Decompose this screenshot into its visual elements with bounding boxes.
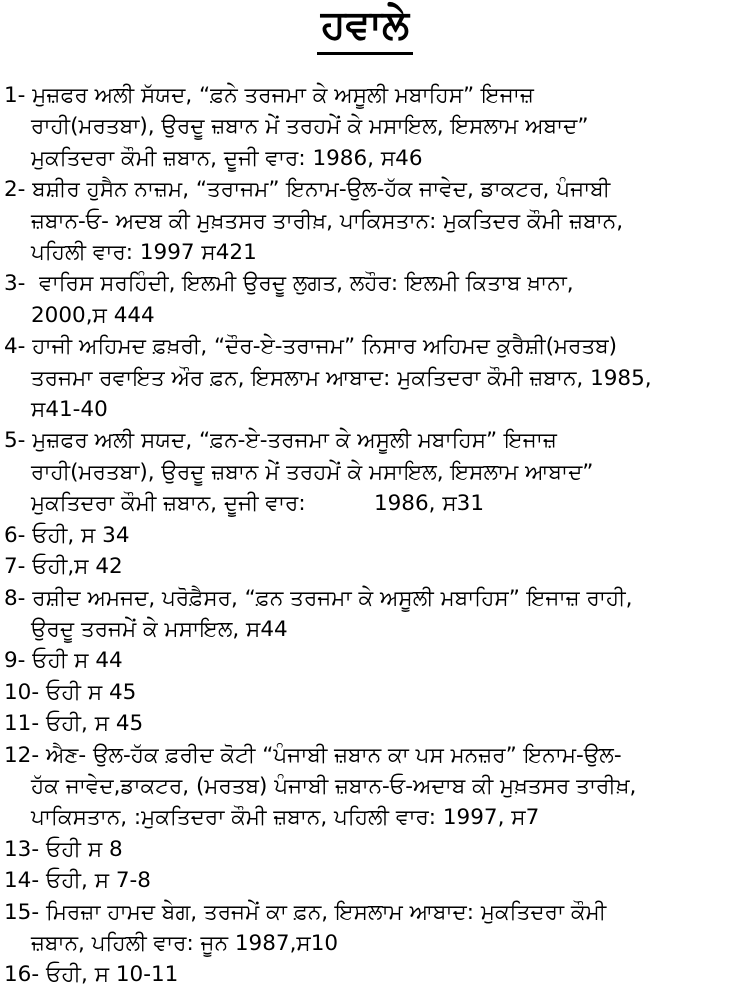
reference-line: ਪਾਕਿਸਤਾਨ, :ਮੁਕਤਿਦਰਾ ਕੌਮੀ ਜ਼ਬਾਨ, ਪਹਿਲੀ ਵਾਰ: 1997, ਸ7 xyxy=(31,805,540,831)
reference-item xyxy=(4,865,726,896)
reference-line: ਓਹੀ ਸ 44 xyxy=(32,648,123,674)
reference-text xyxy=(32,551,726,582)
reference-number: 8- xyxy=(4,585,33,611)
reference-number: 7- xyxy=(4,554,33,580)
reference-line: ਉਰਦੂ ਤਰਜਮੇਂ ਕੇ ਮਸਾਇਲ, ਸ44 xyxy=(31,616,288,642)
reference-text xyxy=(46,959,726,990)
reference-text xyxy=(32,174,726,268)
reference-line: ਜ਼ਬਾਨ-ਓ- ਅਦਬ ਕੀ ਮੁਖ਼ਤਸਰ ਤਾਰੀਖ਼, ਪਾਕਿਸਤਾਨ: ਮੁਕਤਿਦਰ ਕੌਮੀ ਜ਼ਬਾਨ, xyxy=(31,208,624,234)
reference-text xyxy=(32,425,726,519)
reference-line: ਓਹੀ,ਸ 42 xyxy=(32,554,123,580)
reference-number: 3- xyxy=(4,271,33,297)
reference-item xyxy=(4,677,726,708)
reference-line: ਪਹਿਲੀ ਵਾਰ: 1997 ਸ421 xyxy=(31,240,257,266)
reference-item xyxy=(4,645,726,676)
reference-number: 12- xyxy=(4,742,46,768)
reference-text xyxy=(46,708,726,739)
reference-line: ਤਰਜਮਾ ਰਵਾਇਤ ਔਰ ਫ਼ਨ, ਇਸਲਾਮ ਆਬਾਦ: ਮੁਕਤਿਦਰਾ ਕੌਮੀ ਜ਼ਬਾਨ, 1985, xyxy=(31,365,652,391)
reference-line: ਓਹੀ ਸ 45 xyxy=(45,679,137,705)
reference-line: ਰਸ਼ੀਦ ਅਮਜਦ, ਪਰੋਫ਼ੈਸਰ, “ਫ਼ਨ ਤਰਜਮਾ ਕੇ ਅਸੂਲੀ ਮਬਾਹਿਸ” ਇਜਾਜ਼ ਰਾਹੀ, xyxy=(32,585,633,611)
reference-text xyxy=(32,645,726,676)
reference-text xyxy=(46,677,726,708)
reference-text xyxy=(32,268,726,331)
reference-line: ਐਣ- ਉਲ-ਹੱਕ ਫ਼ਰੀਦ ਕੋਟੀ “ਪੰਜਾਬੀ ਜ਼ਬਾਨ ਕਾ ਪਸ ਮਨਜ਼ਰ” ਇਨਾਮ-ਉਲ- xyxy=(45,742,622,768)
reference-line: ਵਾਰਿਸ ਸਰਹਿੰਦੀ, ਇਲਮੀ ਉਰਦੂ ਲੁਗਤ, ਲਹੌਰ: ਇਲਮੀ ਕਿਤਾਬ ਖ਼ਾਨਾ, xyxy=(32,271,574,297)
reference-item xyxy=(4,174,726,268)
reference-list xyxy=(4,80,726,991)
reference-number: 2- xyxy=(4,177,33,203)
reference-line: ਓਹੀ, ਸ 34 xyxy=(32,522,130,548)
reference-item xyxy=(4,331,726,425)
reference-line: ਮੁਕਤਿਦਰਾ ਕੌਮੀ ਜ਼ਬਾਨ, ਦੂਜੀ ਵਾਰ: 1986, ਸ46 xyxy=(31,145,423,171)
reference-text xyxy=(32,583,726,646)
reference-number: 5- xyxy=(4,428,33,454)
reference-number: 16- xyxy=(4,962,46,988)
reference-item xyxy=(4,425,726,519)
reference-number: 14- xyxy=(4,868,46,894)
reference-number: 9- xyxy=(4,648,33,674)
reference-line: ਮੁਜ਼ਫਰ ਅਲੀ ਸੱਯਦ, “ਫ਼ਨੇ ਤਰਜਮਾ ਕੇ ਅਸੂਲੀ ਮਬਾਹਿਸ” ਇਜਾਜ਼ xyxy=(32,83,534,108)
reference-number: 15- xyxy=(4,899,46,925)
reference-line: ਓਹੀ, ਸ 10-11 xyxy=(45,962,179,988)
reference-line: ਬਸ਼ੀਰ ਹੁਸੈਨ ਨਾਜ਼ਮ, “ਤਰਾਜਮ” ਇਨਾਮ-ਉਲ-ਹੱਕ ਜਾਵੇਦ, ਡਾਕਟਰ, ਪੰਜਾਬੀ xyxy=(32,177,611,203)
reference-text xyxy=(46,834,726,865)
reference-line: ਰਾਹੀ(ਮਰਤਬਾ), ਉਰਦੂ ਜ਼ਬਾਨ ਮੇਂ ਤਰਹਮੇਂ ਕੇ ਮਸਾਇਲ, ਇਸਲਾਮ ਆਬਾਦ” xyxy=(31,459,594,485)
reference-number: 6- xyxy=(4,522,33,548)
reference-number: 1- xyxy=(4,83,33,108)
reference-text xyxy=(32,520,726,551)
reference-line: ਓਹੀ ਸ 8 xyxy=(45,836,123,862)
reference-line: ਸ41-40 xyxy=(31,397,108,423)
reference-text xyxy=(46,865,726,896)
reference-item xyxy=(4,740,726,834)
reference-line: ਹਾਜੀ ਅਹਿਮਦ ਫ਼ਖ਼ਰੀ, “ਦੌਰ-ਏ-ਤਰਾਜਮ” ਨਿਸਾਰ ਅਹਿਮਦ ਕੁਰੈਸ਼ੀ(ਮਰਤਬ) xyxy=(32,334,618,360)
reference-item xyxy=(4,959,726,990)
reference-text xyxy=(31,897,726,960)
reference-item xyxy=(4,551,726,582)
reference-line: ਮੁਜ਼ਫਰ ਅਲੀ ਸਯਦ, “ਫ਼ਨ-ਏ-ਤਰਜਮਾ ਕੇ ਅਸੂਲੀ ਮਬਾਹਿਸ” ਇਜਾਜ਼ xyxy=(32,428,557,454)
page-title: ਹਵਾਲੇ xyxy=(317,0,413,55)
reference-line: ਜ਼ਬਾਨ, ਪਹਿਲੀ ਵਾਰ: ਜੂਨ 1987,ਸ10 xyxy=(31,930,339,956)
reference-line: ਓਹੀ, ਸ 7-8 xyxy=(45,868,151,894)
reference-item xyxy=(4,268,726,331)
reference-line: ਰਾਹੀ(ਮਰਤਬਾ), ਉਰਦੂ ਜ਼ਬਾਨ ਮੇਂ ਤਰਹਮੇਂ ਕੇ ਮਸਾਇਲ, ਇਸਲਾਮ ਅਬਾਦ” xyxy=(31,114,589,140)
reference-item xyxy=(4,897,726,960)
reference-number: 10- xyxy=(4,679,46,705)
reference-text xyxy=(31,740,726,834)
reference-line: ਓਹੀ, ਸ 45 xyxy=(45,711,144,737)
reference-line: ਮੁਕਤਿਦਰਾ ਕੌਮੀ ਜ਼ਬਾਨ, ਦੂਜੀ ਵਾਰ: 1986, ਸ31 xyxy=(31,491,485,517)
reference-number: 11- xyxy=(4,711,46,737)
reference-number: 4- xyxy=(4,334,33,360)
reference-item xyxy=(4,708,726,739)
reference-text xyxy=(32,331,726,425)
reference-number: 13- xyxy=(4,836,46,862)
reference-line: ਹੱਕ ਜਾਵੇਦ,ਡਾਕਟਰ, (ਮਰਤਬ) ਪੰਜਾਬੀ ਜ਼ਬਾਨ-ਓ-ਅਦਾਬ ਕੀ ਮੁਖ਼ਤਸਰ ਤਾਰੀਖ਼, xyxy=(31,773,637,799)
reference-item xyxy=(4,520,726,551)
title-container xyxy=(0,0,730,55)
reference-item xyxy=(4,834,726,865)
reference-text xyxy=(32,80,726,174)
reference-line: 2000,ਸ 444 xyxy=(31,302,155,328)
reference-item xyxy=(4,80,726,174)
reference-item xyxy=(4,583,726,646)
reference-line: ਮਿਰਜ਼ਾ ਹਾਮਦ ਬੇਗ, ਤਰਜਮੇਂ ਕਾ ਫ਼ਨ, ਇਸਲਾਮ ਆਬਾਦ: ਮੁਕਤਿਦਰਾ ਕੌਮੀ xyxy=(45,899,607,925)
